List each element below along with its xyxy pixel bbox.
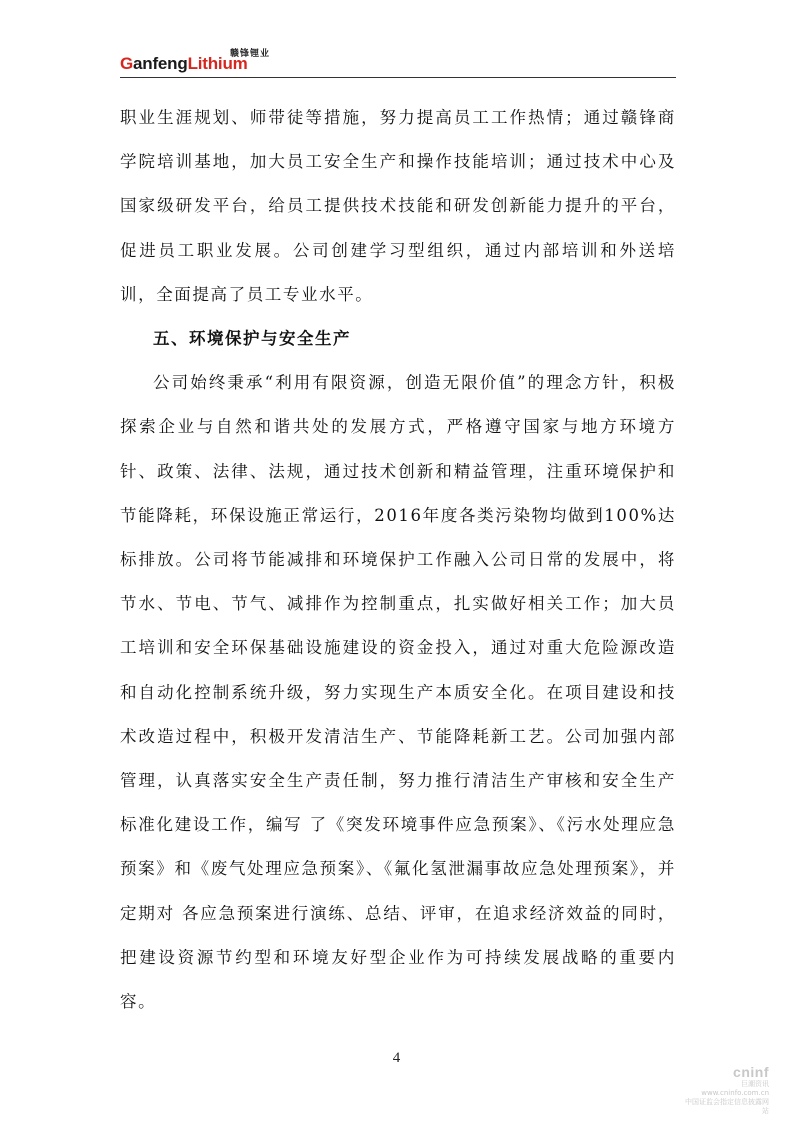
document-body	[120, 96, 676, 1024]
page-number: 4	[392, 1050, 401, 1066]
company-logo	[120, 42, 280, 76]
watermark-line1: 巨潮资讯	[741, 1080, 769, 1088]
header-divider	[120, 77, 676, 78]
body-paragraph: 职业生涯规划、师带徒等措施，努力提高员工工作热情；通过赣锋商学院培训基地，加大员工安全生产和操作技能培训；通过技术中心及国家级研发平台，给员工提供技术技能和研发创新能力提升的平台，促进员工职业发展。公司创建学习型组织，通过内部培训和外送培训，全面提高了员工专业水平。	[120, 108, 676, 304]
logo-english-name: GanfengLithium	[120, 54, 248, 73]
cninfo-watermark	[679, 1064, 769, 1115]
page-header	[120, 42, 676, 80]
watermark-line2: www.cninfo.com.cn	[701, 1089, 769, 1097]
watermark-logo: cninf	[733, 1064, 769, 1080]
logo-chinese-name: 赣锋锂业	[230, 49, 271, 59]
watermark-line3: 中国证监会指定信息披露网站	[685, 1098, 769, 1115]
section-heading: 五、环境保护与安全生产	[153, 329, 351, 349]
section-paragraph: 公司始终秉承“利用有限资源，创造无限价值”的理念方针，积极探索企业与自然和谐共处的发展方式，严格遵守国家与地方环境方针、政策、法律、法规，通过技术创新和精益管理，注重环境保护和节能降耗，环保设施正常运行，2016年度各类污染物均做到100%达标排放。公司将节能减排和环境保护工作融入公司日常的发展中，将节水、节电、节气、减排作为控制重点，扎实做好相关工作；加大员工培训和安全环保基础设施建设的资金投入，通过对重大危险源改造和自动化控制系统升级，努力实现生产本质安全化。在项目建设和技术改造过程中，积极开发清洁生产、节能降耗新工艺。公司加强内部管理，认真落实安全生产责任制，努力推行清洁生产审核和安全生产标准化建设工作，编写 了《突发环境事件应急预案》、《污水处理应急预案》和《废气处理应急预案》、《氟化氢泄漏事故应急处理预案》，并定期对 各应急预案进行演练、总结、评审，在追求经济效益的同时，把建设资源节约型和环境友好型企业作为可持续发展战略的重要内容。	[120, 373, 676, 1012]
